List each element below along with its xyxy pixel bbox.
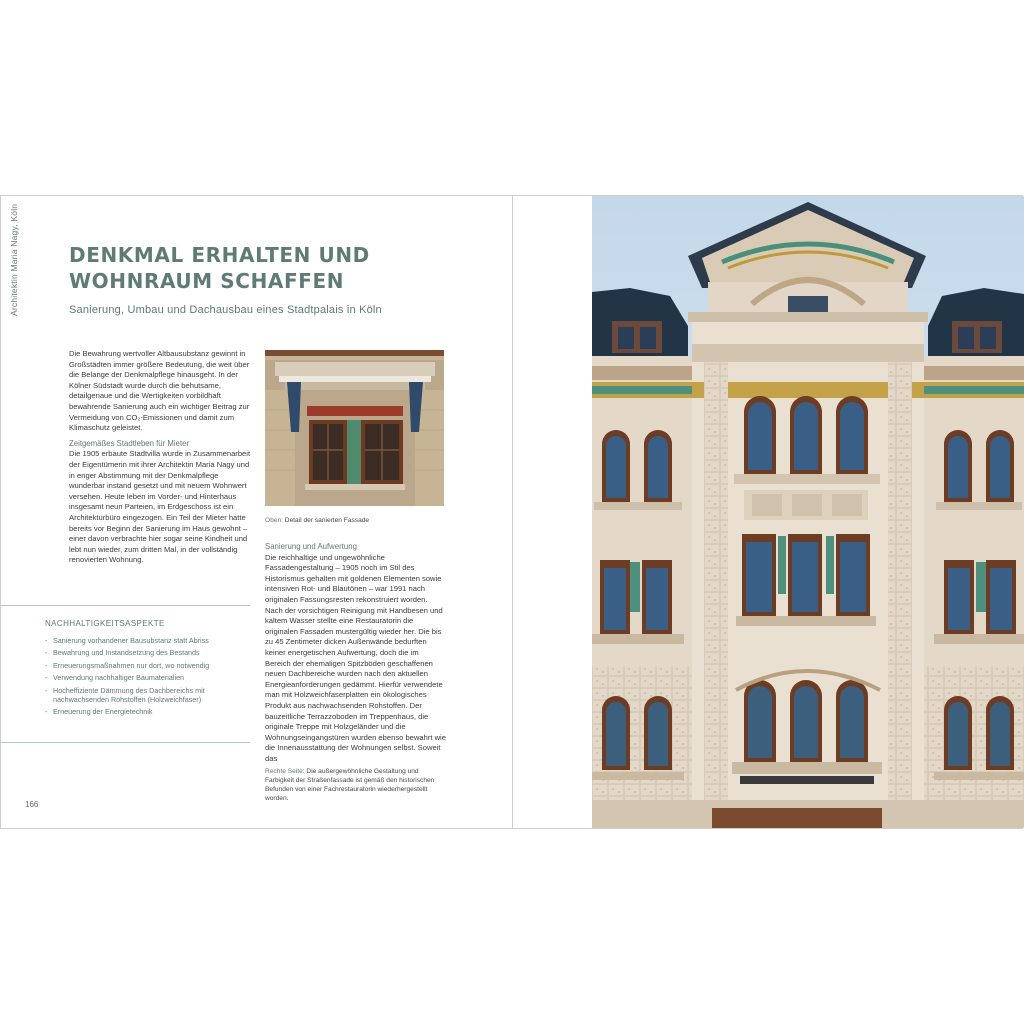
page-gutter (512, 196, 513, 828)
detail-photo-caption (265, 516, 445, 525)
bullet-dash: - (45, 706, 48, 716)
text-column-2 (265, 542, 446, 764)
list-item: - Bewahrung und Instandsetzung des Bestands (45, 648, 200, 658)
list-item: - Sanierung vorhandener Bausubstanz statt Abriss (45, 636, 209, 645)
sustainability-rule-bottom (1, 742, 250, 743)
list-item: - Hocheffiziente Dämmung des Dachbereichs mit nachwachsenden Rohstoffen (Holzweichfaser) (45, 685, 205, 704)
right-page-caption (265, 767, 447, 803)
section-heading-renovation: Sanierung und Aufwertung (265, 542, 357, 551)
book-spread (0, 195, 1023, 829)
caption2-text: Die außergewöhnliche Gestaltung und Farbigkeit der Straßenfassade ist gemäß den historischen Befunden von einer Fachrestauratorin wiederhergestellt worden. (265, 768, 435, 802)
bullet-dash: - (45, 636, 48, 645)
title-line-1: DENKMAL ERHALTEN UND (69, 243, 370, 267)
intro-paragraph: Die Bewahrung wertvoller Altbausubstanz gewinnt in Großstädten immer größere Bedeutung, die weit über die Belange der Denkmalpflege hinausgeht. In der Kölner Südstadt wurde durch die behutsame, detailgenaue und die Wertigkeiten vorbildhaft bewahrende Sanierung auch ein wichtiger Beitrag zur Vermeidung von CO₂-Emissionen und damit zum Klimaschutz geleistet. (69, 349, 250, 433)
living-paragraph: Die 1905 erbaute Stadtvilla wurde in Zusammenarbeit der Eigentümerin mit ihrer Architektin Maria Nagy und in enger Abstimmung mit der Denkmalpflege wunderbar instand gesetzt und mit neuem Wohnwert versehen. Heute leben im Vorder- und Hinterhaus insgesamt neun Parteien, im Erdgeschoss ist ein Architekturbüro eingezogen. Ein Teil der Mieter hatte bereits vor Beginn der Sanierung im Haus gewohnt – einer davon verbrachte hier sogar seine Kindheit und lebt nun wieder, zum dritten Mal, in der vollständig renovierten Wohnung. (69, 449, 251, 565)
sustainability-list (45, 636, 250, 719)
list-item: - Erneuerung der Energietechnik (45, 706, 153, 716)
renovation-paragraph: Die reichhaltige und ungewöhnliche Fassadengestaltung – 1905 noch im Stil des Historismus gehalten mit goldenen Elementen sowie intensiven Rot- und Blautönen – war 1991 nach originalen Fassungsresten rekonstruiert worden. Nach der vorsichtigen Reinigung mit Handbesen und kaltem Wasser stellte eine Restauratorin die originalen Fassaden mustergültig wieder her. Die bis zu 45 Zentimeter dicken Außenwände bedurften keiner energetischen Aufwertung, doch die im Bereich der ehemaligen Spitzböden geschaffenen neuen Dachbereiche wurden nach den aktuellen Energieanforderungen gedämmt. Hierfür verwendete man mit Holzweichfaserplatten ein ökologisches Produkt aus nachwachsenden Rohstoffen. Der bauzeitliche Terrazzoboden im Treppenhaus, die originale Treppe mit Holzgeländer und die Wohnungseingangstüren wurden ebenso bewahrt wie die Innenausstattung der Wohnungen selbst. Soweit das (265, 552, 446, 763)
page-number: 166 (25, 800, 39, 809)
bullet-dash: - (45, 648, 48, 658)
bullet-dash: - (45, 660, 48, 670)
facade-detail-photo (265, 350, 444, 506)
article-title (69, 242, 489, 294)
title-line-2: WOHNRAUM SCHAFFEN (69, 269, 345, 293)
building-facade-photo (592, 196, 1024, 828)
caption-lead: Oben: (265, 517, 283, 524)
sustainability-rule-top (1, 605, 250, 606)
section-heading-living: Zeitgemäßes Stadtleben für Mieter (69, 438, 190, 448)
architect-credit: Architektin Maria Nagy, Köln (9, 203, 19, 316)
caption-text: Detail der sanierten Fassade (282, 517, 370, 524)
list-item: - Verwendung nachhaltiger Baumaterialien (45, 673, 185, 683)
caption2-lead: Rechte Seite: (265, 768, 305, 775)
bullet-dash: - (45, 673, 48, 683)
sustainability-heading: NACHHALTIGKEITSASPEKTE (45, 619, 165, 628)
article-subtitle: Sanierung, Umbau und Dachausbau eines Stadtpalais in Köln (69, 304, 382, 316)
list-item: - Erneuerungsmaßnahmen nur dort, wo notwendig (45, 660, 210, 670)
bullet-dash: - (45, 685, 48, 695)
text-column-1 (69, 349, 252, 566)
